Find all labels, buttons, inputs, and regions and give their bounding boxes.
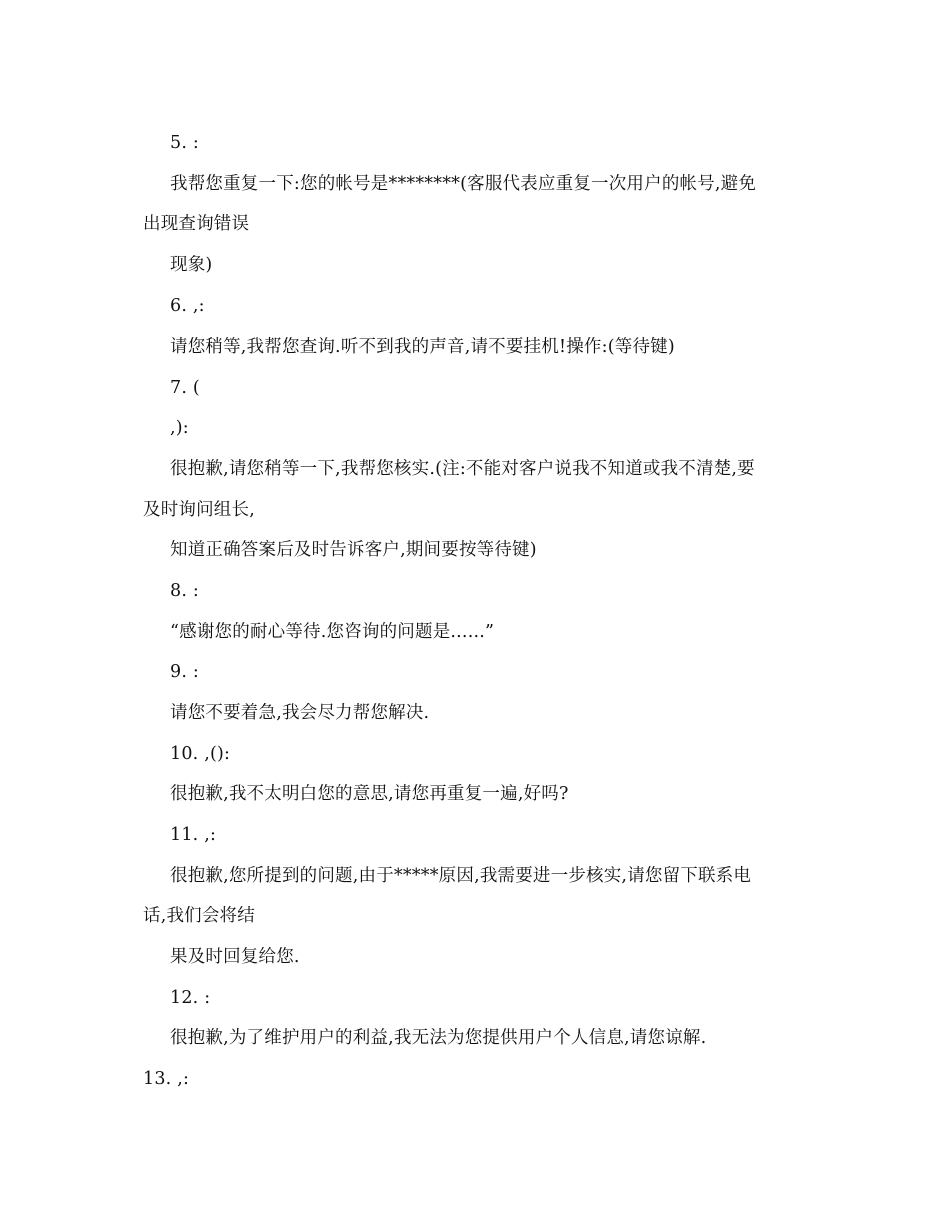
paragraph-line: 果及时回复给您. bbox=[170, 947, 300, 967]
item-heading-13: 13. ,: bbox=[143, 1069, 190, 1089]
paragraph-line: 话,我们会将结 bbox=[143, 906, 255, 926]
item-heading-10: 10. ,(): bbox=[170, 744, 231, 764]
paragraph-line: 很抱歉,请您稍等一下,我帮您核实.(注:不能对客户说我不知道或我不清楚,要 bbox=[170, 459, 755, 479]
item-heading-9: 9. : bbox=[170, 662, 199, 682]
paragraph-line: ,): bbox=[170, 418, 189, 438]
paragraph-line: 请您不要着急,我会尽力帮您解决. bbox=[170, 703, 430, 723]
item-heading-5: 5. : bbox=[170, 133, 199, 153]
paragraph-line: 及时询问组长, bbox=[143, 500, 255, 520]
paragraph-line: “感谢您的耐心等待.您咨询的问题是......” bbox=[170, 622, 495, 642]
item-heading-6: 6. ,: bbox=[170, 296, 205, 316]
paragraph-line: 我帮您重复一下:您的帐号是********(客服代表应重复一次用户的帐号,避免 bbox=[170, 174, 757, 194]
item-heading-8: 8. : bbox=[170, 581, 199, 601]
paragraph-line: 请您稍等,我帮您查询.听不到我的声音,请不要挂机!操作:(等待键) bbox=[170, 337, 675, 357]
item-heading-12: 12. : bbox=[170, 988, 211, 1008]
paragraph-line: 知道正确答案后及时告诉客户,期间要按等待键) bbox=[170, 540, 537, 560]
item-heading-7: 7. ( bbox=[170, 378, 200, 398]
paragraph-line: 出现查询错误 bbox=[143, 214, 250, 234]
paragraph-line: 很抱歉,您所提到的问题,由于*****原因,我需要进一步核实,请您留下联系电 bbox=[170, 866, 752, 886]
item-heading-11: 11. ,: bbox=[170, 825, 217, 845]
paragraph-line: 现象) bbox=[170, 255, 213, 275]
paragraph-line: 很抱歉,为了维护用户的利益,我无法为您提供用户个人信息,请您谅解. bbox=[170, 1028, 707, 1048]
paragraph-line: 很抱歉,我不太明白您的意思,请您再重复一遍,好吗? bbox=[170, 784, 569, 804]
